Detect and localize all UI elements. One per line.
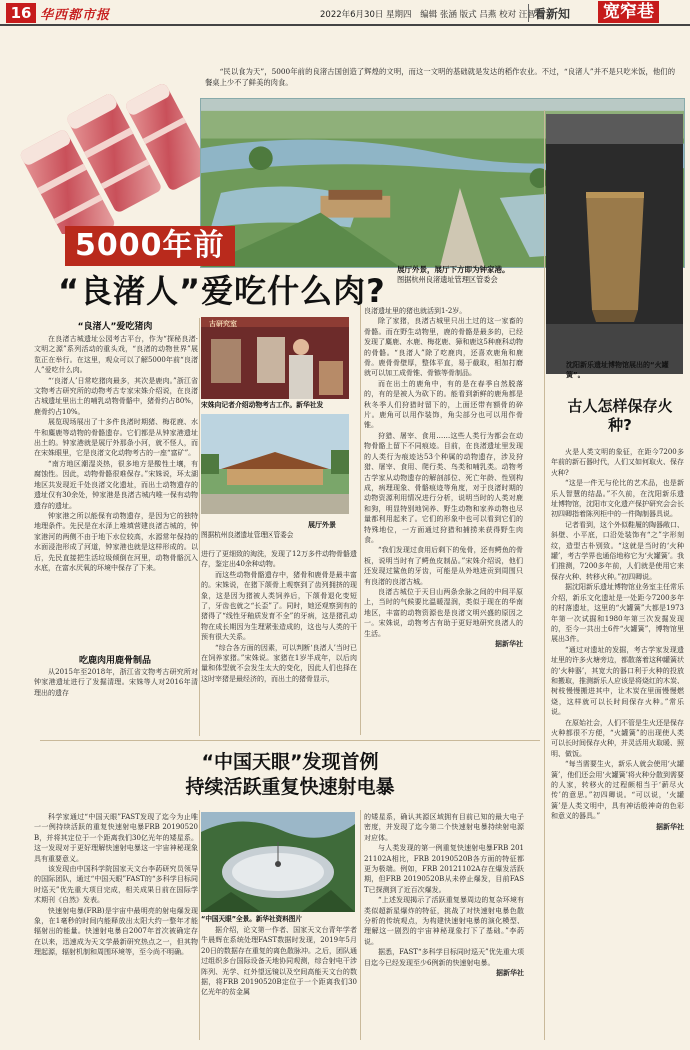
fire-jar-caption: 沈阳新乐遗址博物馆展出的“火罐簧”。 xyxy=(566,361,669,379)
headline-banner: 5000年前 xyxy=(65,226,235,266)
paragraph: 与人类发现的第一例重复快速射电暴FRB 20121102A相比，FRB 20190520B各方面的特征都更为极端。例如，FRB 20121102A存在爆发活跃期，但FRB 20190520B从未停止爆发，目前FAST已探测到了近百次爆发。 xyxy=(364,844,524,894)
section-name: 看新知 xyxy=(534,7,571,21)
exhibition-hall-photo xyxy=(201,414,349,514)
fast-telescope-photo xyxy=(201,812,355,912)
column-divider xyxy=(199,318,200,736)
researcher-photo-caption: 宋姝向记者介绍动物考古工作。新华社发 xyxy=(201,401,324,409)
paragraph: “‘良渚人’日常吃猪肉最多，其次是鹿肉。”浙江省文物考古研究所的动物考古专家宋姝介绍说，在良渚古城遗址里出土的哺乳动物骨骼中，猪骨约占80%，鹿骨约占10%。 xyxy=(34,376,198,416)
fire-article-body xyxy=(551,447,684,1039)
paragraph: 在原始社会，人们不管是生火还是保存火种都很不方便，“火罐簧”的出现使人类可以长时间保存火种，并灵活用火取暖、照明、做饭。 xyxy=(551,718,684,758)
article1-column1 xyxy=(34,334,198,658)
paragraph: 钟家港之所以能保有动物遗存，是因为它的独特地理条件。先民是在水泽上堆填营建良渚古城的，钟家港河的两侧不由于地下水位较高，水源常年保持的水面浸泡形成了河道，钟家港也就是这样形成的。以后，先民直接把生活垃圾倾倒在河里，动物骨骼沉入水底，在富水厌氧的环境中保存了下来。 xyxy=(34,511,198,572)
paragraph: 在良渚古城遗址公园考古平台，作为“探秘良渚·文明之源”系列活动的重头戏，“良渚的动物世界”展览正在举行。在这里，观众可以了解5000年前“良渚人”爱吃什么肉。 xyxy=(34,335,198,375)
paragraph: 良渚遗址里的猪也就活到1-2岁。 xyxy=(364,307,467,315)
newspaper-logo: 华西都市报 xyxy=(40,8,111,23)
paragraph: 而在出土的鹿角中，有的是在春季自然脱落的，有的是被人为砍下的。能看到新鲜的鹿角都是秋冬季人们狩猎时留下的，上面还带有额骨的碎片。鹿角可以用作装饰，角尖部分也可以用作骨锥。 xyxy=(364,379,523,430)
paragraph: “这是一件无与伦比的艺术品，也是新乐人智慧的结晶。”不久前，在沈阳新乐遗址博物馆，沈阳市文化遗产保护研究会会长初四卿指着陈列柜中的一件陶制器具说。 xyxy=(551,479,684,519)
paragraph: “每当需要生火，新乐人就会使用‘火罐簧’，他们还会用‘火罐簧’将火种分散到需要的人家，转移火的过程颇相当于‘薪尽火传’的意思。”初四卿说。“可以说，‘火罐簧’是人类文明中，具有神话般神奇的色彩和意义的器具。” xyxy=(551,760,684,821)
paragraph: 进行了更细致的淘洗，发现了12万多件动物骨骼遗存，鉴定出40余种动物。 xyxy=(201,550,357,569)
paragraph: 狩猎、屠宰、食用……这些人类行为都会在动物骨骼上留下不同痕迹。目前，在良渚遗址里发现的人类行为痕迹达53个种属的动物遗存，涉及狩猎、屠宰、食用、爬行类、鸟类和哺乳类。动物考古学家从动物遗存的解剖部位、死亡年龄、性别构成，病理现象、骨骼痕迹等角度，对于良渚时期的动物资源利用情况进行分析，说明当时的人类对鹿和狗，明显特别地饲养、野生动物和家养动物也尽量都利用起来了。它们的形象中也可以看到它们的特殊地位，一方面通过狩猎和捕捞来获得野生肉食。 xyxy=(364,431,523,544)
hall-caption-line1: 展厅外景 xyxy=(308,521,336,529)
paragraph: 除了家猪，良渚古城里只出土过的这一家畜的骨骼。而在野生动物里，鹿的骨骼是最多的，已经发现了麋鹿、水鹿、梅花鹿、獐和鹿这5种鹿科动物的骨骼。“良渚人”除了吃鹿肉，还喜欢鹿角和鹿骨。鹿骨骨壁厚，整体平直，易于截取，相加打磨就可以加工成骨锥、骨镞等骨制品。 xyxy=(364,317,523,378)
paragraph: 火是人类文明的象征，在距今7200多年前的新石器时代，人们又如何取火、保存火种? xyxy=(551,448,684,477)
subhead-pork: “良渚人”爱吃猪肉 xyxy=(77,322,153,332)
hall-caption-credit: 图据杭州良渚遗址管理区管委会 xyxy=(201,531,294,539)
fire-article-source: 据新华社 xyxy=(656,822,684,831)
page-header xyxy=(0,0,690,26)
paragraph: “上述发现揭示了活跃重复暴周边的复杂环境有类似超新星爆炸的特征，挑战了对快速射电暴色散分析的传统观点，为构建快速射电暴的演化模型、理解这一剧烈的宇宙神秘现象打下了基础。”李菂说。 xyxy=(364,896,524,946)
paragraph: 的矮星系，确认其源区域拥有目前已知的最大电子密度，并发现了迄今第二个快速射电暴持续射电源对应体。 xyxy=(364,813,524,842)
editor-line: 编辑 张涵 版式 吕燕 校对 汪智博 xyxy=(420,10,545,20)
paragraph: 据沈阳新乐遗址博物馆业务室主任常乐介绍，新乐文化遗址是一处距今7200多年的村落遗址，这里的“火罐簧”大都是1973年第一次试掘和1980年第三次发掘发现的，至今一共出土6件“火罐簧”，博物馆里展出3件。 xyxy=(551,583,684,644)
date-line: 2022年6月30日 星期四 xyxy=(320,10,412,20)
column-divider xyxy=(360,305,361,735)
fast-article-source: 据新华社 xyxy=(496,969,524,978)
paragraph: 该发现由中国科学院国家天文台李菂研究员领导的国际团队，通过“中国天眼”FAST的“多科学目标同时巡天”优先重大项目完成，相关成果日前在国际学术期刊《自然》发表。 xyxy=(34,865,198,905)
article1-column1-continued xyxy=(34,667,198,732)
article1-column2 xyxy=(201,549,357,732)
paragraph: 据介绍，论文第一作者、国家天文台青年学者牛晨辉在系统处理FAST数据时发现，2019年5月20日的数据存在重复的离色散脉冲。之后，团队通过组织多台国际设备天地协同观测，综合射电干涉阵列、光学、红外望远镜以及空间高能天文台的数据，将FRB 20190520B定位于一个距离我们30亿光年的贫金属 xyxy=(201,926,357,997)
page-number: 16 xyxy=(6,3,36,23)
fast-title-line1: “中国天眼”发现首例 xyxy=(201,751,379,773)
paragraph: 快速射电暴(FRB)是宇宙中最明亮的射电爆发现象，在1毫秒的时间内能释放出太阳大约一整年才能辐射出的能量。快速射电暴自2007年首次被确定存在以来，迅速成为天文学最新研究热点之一，但其物理起源，辐射机制和周围环境等，至今尚不明确。 xyxy=(34,906,198,957)
fast-article-column1 xyxy=(34,812,198,1042)
fast-article-title xyxy=(90,750,490,800)
fast-title-line2: 持续活跃重复快速射电暴 xyxy=(185,776,395,798)
headline-title: “良渚人”爱吃什么肉? xyxy=(58,272,386,310)
fire-jar-photo xyxy=(546,114,683,374)
researcher-photo xyxy=(201,317,349,399)
article-lead: “民以食为天”，5000年前的良渚古国创造了辉煌的文明，而这一文明的基础就是发达的稻作农业。不过，“良渚人”并不是只吃米饭，他们的餐桌上少不了鲜美的肉食。 xyxy=(205,67,675,87)
header-divider xyxy=(528,4,529,22)
paragraph: “我们发现过食用后剩下的兔骨，还有鳄鱼的骨板，说明当时有了鳄鱼皮制品。”宋姝介绍说，他们还发现过鲨鱼的牙齿，可能是从外地进贡到周围只有良渚的良渚古城。 xyxy=(364,546,523,586)
column-divider xyxy=(199,810,200,1040)
paragraph: 据悉，FAST“多科学目标同时巡天”优先重大项目迄今已经发现至少6例新的快速射电暴。 xyxy=(364,948,524,967)
aerial-caption-credit: 图据杭州良渚遗址管理区管委会 xyxy=(397,275,498,284)
paragraph: “南方地区潮湿炎热，很多地方是酸性土壤，有腐蚀性。因此，动物骨骼很难保存。”宋姝说，环太湖地区共发现近千处良渚文化遗址，而出土动物遗存的遗址仅有30余处，钟家港是良渚古城内唯一保有动物遗存的遗址。 xyxy=(34,459,198,510)
fire-article-title: 古人怎样保存火种? xyxy=(567,397,673,434)
column-divider xyxy=(360,810,361,1040)
museum-sign-text: 古研究室 xyxy=(209,320,237,328)
paragraph: 而这些动物骨骼遗存中，猪骨和鹿骨是最丰富的。宋姝说，在猪下颌骨上观察到了齿列拥挤的现象，这是因为猪被人类饲养后，下颌骨退化变短了，牙齿也就之“长歪”了。同时，她还观察到有的猪得了“线性牙釉质发育不全”的牙病，这是猪孔动物在成长期因为生理紧张造成的，这也与人类的干预有很大关系。 xyxy=(201,570,357,642)
article1-source: 据新华社 xyxy=(495,640,523,648)
section-tag: 宽窄巷 xyxy=(598,1,659,23)
subhead-deer: 吃鹿肉用鹿骨制品 xyxy=(78,656,151,666)
pork-meat-illustration xyxy=(4,84,204,234)
fast-article-column3 xyxy=(364,812,524,1040)
paragraph: “综合各方面的因素，可以判断‘良渚人’当时已在饲养家猪。”宋姝说。家猪在1岁半成年，以后肉量和体型就不会发生太大的变化，因此人们也择在这时宰猪是最经济的，而出土的猪骨显示， xyxy=(201,643,357,683)
column-divider xyxy=(544,110,545,1040)
paragraph: 科学家通过“中国天眼”FAST发现了迄今为止唯一一例持续活跃的重复快速射电暴FRB 20190520B，并将其定位于一个距离我们30亿光年的矮星系。这一发现对于更好理解快速射电暴这一宇宙神秘现象具有重要意义。 xyxy=(34,813,198,863)
aerial-caption-line1: 展厅外景，展厅下方即为钟家港。 xyxy=(397,265,510,274)
paragraph: 从2015年至2018年，浙江省文物考古研究所对钟家港遗址进行了发掘清理。宋姝等人对2016年清理出的遗存 xyxy=(34,668,198,697)
paragraph: 记者看到，这个外似鞋履的陶器敞口、斜壁、小平底，口沿处装饰有“之”字形刻纹，造型古朴别致。“这就是当时的‘火种罐’，考古学界也通俗地称它为‘火罐簧’。我们推测，7200多年前，人们就是使用它来保存火种、转移火种。”初四卿说。 xyxy=(551,520,684,581)
paragraph: 良渚古城位于天目山两条余脉之间的中间平原上，当时的气候要比温暖湿润，类似于现在的华南地区，丰富的动物资源也是良渚文明兴盛的原因之一。宋姝说，动物考古有助于更好地研究良渚人的生活。 xyxy=(364,587,523,638)
paragraph: 展览现场展出了十多件良渚时期猪、梅花鹿、水牛和麋鹿等动物的骨骼遗存。它们都是从钟家港遗址出土的。钟家港就是展厅外那条小河，就不怪人，而在宋姝眼里，它是良渚文化动物考古的一座“富矿”。 xyxy=(34,418,198,458)
fast-article-column2 xyxy=(201,925,357,1040)
fast-photo-caption: “中国天眼”全景。新华社资料图片 xyxy=(201,915,302,923)
section-rule xyxy=(40,740,540,741)
article1-column3 xyxy=(364,306,523,734)
paragraph: “通过对遗址的发掘，考古学家发现遗址里的许多火塘旁边，都散落着这种罐簧状的‘火种器’，其宽大的器口利于火种的投放和搬取，推测新乐人应该是将烧红的木炭、树枝慢慢搬进其中，让木炭在里面慢慢燃烧，这样就可以长时间保存火种。”常乐说。 xyxy=(551,645,684,717)
date-and-editors xyxy=(320,8,544,20)
hall-photo-caption xyxy=(282,520,362,530)
